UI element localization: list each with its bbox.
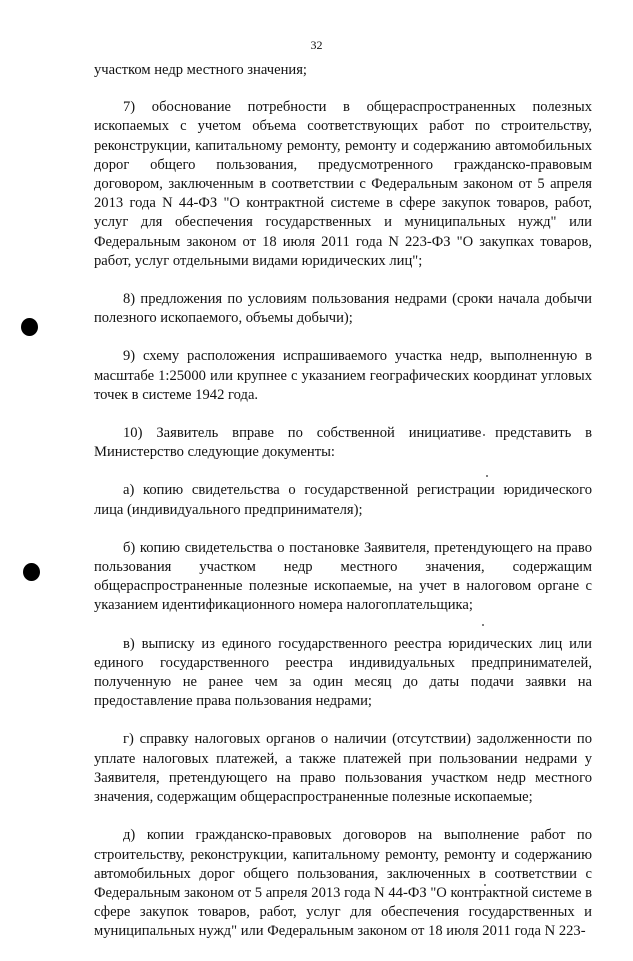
paragraph-item-9: 9) схему расположения испрашиваемого участка недр, выполненную в масштабе 1:25000 или крупнее с указанием географических координат угловых точек в системе 1942 года. xyxy=(94,348,592,403)
paragraph-item-7: 7) обоснование потребности в общераспространенных полезных ископаемых с учетом объема соответствующих работ по строительству, реконструкции, капитальному ремонту, ремонту и содержанию автомобильных дорог общего пользования, предусмотренного гражданско-правовым договором, заключенным в соответствии с Федеральным законом от 5 апреля 2013 года N 44-ФЗ "О контрактной системе в сфере закупок товаров, работ, услуг для обеспечения государственных и муниципальных нужд" или Федеральным законом от 18 июля 2011 года N 223-ФЗ "О закупках товаров, работ, услуг отдельными видами юридических лиц"; xyxy=(94,99,592,269)
document-body xyxy=(94,61,592,961)
paragraph-item-d: д) копии гражданско-правовых договоров на выполнение работ по строительству, реконструкции, капитальному ремонту, ремонту и содержанию автомобильных дорог общего пользования, заключенных в соответствии с Федеральным законом от 5 апреля 2013 года N 44-ФЗ "О контрактной системе в сфере закупок товаров, работ, услуг для обеспечения государственных и муниципальных нужд" или Федеральным законом от 18 июля 2011 года N 223- xyxy=(94,827,592,940)
page-number: 32 xyxy=(310,38,323,52)
paragraph-item-10: 10) Заявитель вправе по собственной инициативе представить в Министерство следующие документы: xyxy=(94,425,592,461)
punch-hole xyxy=(21,318,38,336)
paragraph-item-a: а) копию свидетельства о государственной регистрации юридического лица (индивидуального предпринимателя); xyxy=(94,482,592,518)
paragraph-item-b: б) копию свидетельства о постановке Заявителя, претендующего на право пользования участком недр местного значения, содержащим общераспространенные полезные ископаемые, на учет в налоговом органе с указанием идентификационного номера налогоплательщика; xyxy=(94,539,592,614)
punch-hole xyxy=(23,563,40,581)
paragraph-continuation: участком недр местного значения; xyxy=(94,62,307,78)
paragraph-item-v: в) выписку из единого государственного реестра юридических лиц или единого государственного реестра индивидуальных предпринимателей, полученную не ранее чем за один месяц до даты подачи заявки на предоставление права пользования недрами; xyxy=(94,635,592,710)
paragraph-item-8: 8) предложения по условиям пользования недрами (сроки начала добычи полезного ископаемого, объемы добычи); xyxy=(94,291,592,327)
paragraph-item-g: г) справку налоговых органов о наличии (отсутствии) задолженности по уплате налоговых платежей, а также платежей при пользовании недрами у Заявителя, претендующего на право пользования участком недр местного значения, содержащим общераспространенные полезные ископаемые; xyxy=(94,731,592,806)
